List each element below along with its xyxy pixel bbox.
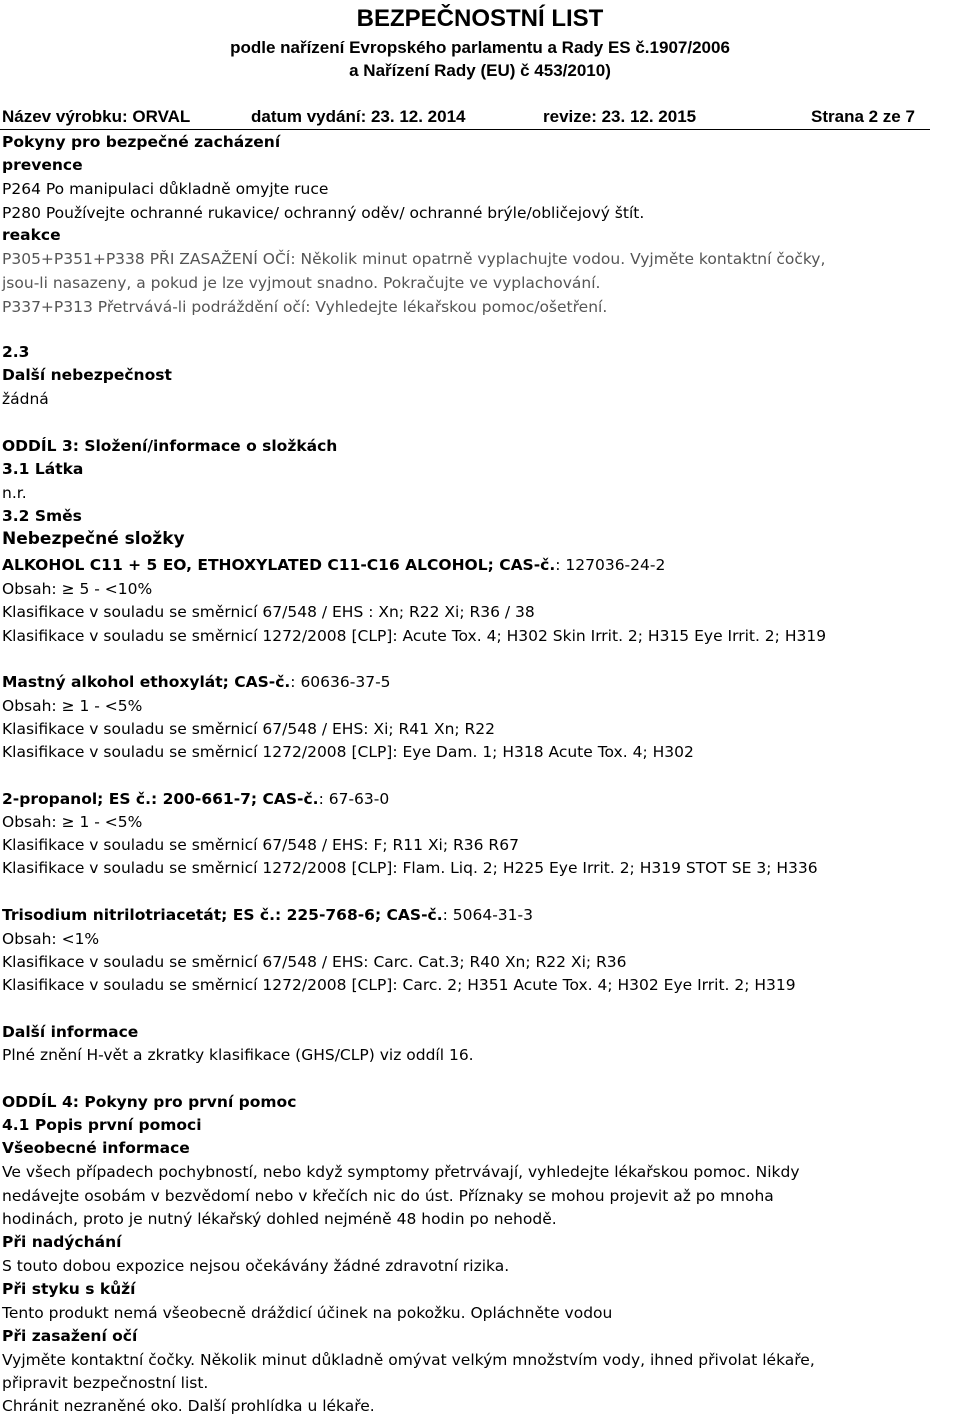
section-2-3-number: 2.3: [2, 343, 30, 361]
statement-p337: P337+P313 Přetrvává-li podráždění očí: Vyhledejte lékařskou pomoc/ošetření.: [2, 298, 608, 316]
section-3-1-title: 3.1 Látka: [2, 460, 84, 478]
prevention-label: prevence: [2, 156, 83, 174]
document-subtitle-amendment: a Nařízení Rady (EU) č 453/2010): [349, 61, 611, 80]
component-classification-eu: Klasifikace v souladu se směrnicí 67/548 / EHS: F; R11 Xi; R36 R67: [2, 836, 519, 854]
statement-p264: P264 Po manipulaci důkladně omyjte ruce: [2, 180, 329, 198]
document-subtitle-regulation: podle nařízení Evropského parlamentu a Rady ES č.1907/2006: [230, 38, 730, 57]
component-name: 2-propanol; ES č.: 200-661-7; CAS-č.: [2, 790, 319, 808]
eye-contact-heading: Při zasažení očí: [2, 1327, 138, 1345]
general-info-line3: hodinách, proto je nutný lékařský dohled nejméně 48 hodin po nehodě.: [2, 1210, 557, 1228]
general-info-heading: Všeobecné informace: [2, 1139, 190, 1157]
component-name: ALKOHOL C11 + 5 EO, ETHOXYLATED C11-C16 ALCOHOL; CAS-č.: [2, 556, 556, 574]
component-cas-number: : 5064-31-3: [442, 906, 533, 924]
component-content: Obsah: ≥ 1 - <5%: [2, 697, 143, 715]
header-info-row: [0, 105, 960, 129]
eye-contact-line3: Chránit nezraněné oko. Další prohlídka u lékaře.: [2, 1397, 375, 1415]
component-name-line: [2, 554, 665, 576]
revision-date: revize: 23. 12. 2015: [543, 107, 697, 126]
component-name-line: [2, 671, 391, 693]
more-info-text: Plné znění H-vět a zkratky klasifikace (GHS/CLP) viz oddíl 16.: [2, 1046, 474, 1064]
component-name-line: [2, 904, 533, 926]
general-info-line2: nedávejte osobám v bezvědomí nebo v křečích nic do úst. Příznaky se mohou projevit až po mnoha: [2, 1187, 774, 1205]
component-classification-eu: Klasifikace v souladu se směrnicí 67/548 / EHS: Carc. Cat.3; R40 Xn; R22 Xi; R36: [2, 953, 627, 971]
issue-date: datum vydání: 23. 12. 2014: [251, 107, 466, 126]
component-classification-clp: Klasifikace v souladu se směrnicí 1272/2008 [CLP]: Eye Dam. 1; H318 Acute Tox. 4; H302: [2, 743, 694, 761]
document-title: BEZPEČNOSTNÍ LIST: [356, 5, 604, 32]
section-2-3-title: Další nebezpečnost: [2, 366, 172, 384]
skin-contact-heading: Při styku s kůží: [2, 1280, 136, 1298]
section-4-1-title: 4.1 Popis první pomoci: [2, 1116, 202, 1134]
hazardous-components-heading: Nebezpečné složky: [2, 529, 185, 549]
header-underline: [0, 129, 930, 130]
component-classification-eu: Klasifikace v souladu se směrnicí 67/548 / EHS : Xn; R22 Xi; R36 / 38: [2, 603, 535, 621]
section-3-2-title: 3.2 Směs: [2, 507, 82, 525]
eye-contact-line2: připravit bezpečnostní list.: [2, 1374, 209, 1392]
section-3-1-value: n.r.: [2, 484, 27, 502]
reaction-label: reakce: [2, 226, 61, 244]
page-number: Strana 2 ze 7: [811, 107, 915, 126]
general-info-line1: Ve všech případech pochybností, nebo když symptomy přetrvávají, vyhledejte lékařskou pomoc. Nikdy: [2, 1163, 800, 1181]
component-cas-number: : 127036-24-2: [555, 556, 666, 574]
statement-p305-line1: P305+P351+P338 PŘI ZASAŽENÍ OČÍ: Několik minut opatrně vyplachujte vodou. Vyjměte kontaktní čočky,: [2, 250, 826, 268]
component-name-line: [2, 788, 389, 810]
component-name: Mastný alkohol ethoxylát; CAS-č.: [2, 673, 291, 691]
component-classification-eu: Klasifikace v souladu se směrnicí 67/548 / EHS: Xi; R41 Xn; R22: [2, 720, 496, 738]
inhalation-text: S touto dobou expozice nejsou očekávány žádné zdravotní rizika.: [2, 1257, 510, 1275]
component-classification-clp: Klasifikace v souladu se směrnicí 1272/2008 [CLP]: Carc. 2; H351 Acute Tox. 4; H302 Eye Irrit. 2; H319: [2, 976, 796, 994]
component-content: Obsah: ≥ 5 - <10%: [2, 580, 153, 598]
component-cas-number: : 67-63-0: [318, 790, 390, 808]
section-3-heading: ODDÍL 3: Složení/informace o složkách: [2, 437, 338, 455]
statement-p280: P280 Používejte ochranné rukavice/ ochranný oděv/ ochranné brýle/obličejový štít.: [2, 204, 645, 222]
handling-heading: Pokyny pro bezpečné zacházení: [2, 133, 281, 151]
component-content: Obsah: <1%: [2, 930, 100, 948]
component-classification-clp: Klasifikace v souladu se směrnicí 1272/2008 [CLP]: Flam. Liq. 2; H225 Eye Irrit. 2; H319 STOT SE 3; H336: [2, 859, 818, 877]
component-cas-number: : 60636-37-5: [290, 673, 391, 691]
eye-contact-line1: Vyjměte kontaktní čočky. Několik minut důkladně omývat velkým množstvím vody, ihned přivolat lékaře,: [2, 1351, 815, 1369]
skin-contact-text: Tento produkt nemá všeobecně dráždicí účinek na pokožku. Opláchněte vodou: [2, 1304, 613, 1322]
more-info-heading: Další informace: [2, 1023, 139, 1041]
section-4-heading: ODDÍL 4: Pokyny pro první pomoc: [2, 1093, 297, 1111]
component-classification-clp: Klasifikace v souladu se směrnicí 1272/2008 [CLP]: Acute Tox. 4; H302 Skin Irrit. 2; H315 Eye Irrit. 2; H319: [2, 627, 827, 645]
inhalation-heading: Při nadýchání: [2, 1233, 122, 1251]
component-name: Trisodium nitrilotriacetát; ES č.: 225-768-6; CAS-č.: [2, 906, 443, 924]
section-2-3-value: žádná: [2, 390, 49, 408]
statement-p305-line2: jsou-li nasazeny, a pokud je lze vyjmout snadno. Pokračujte ve vyplachování.: [2, 274, 601, 292]
product-name: Název výrobku: ORVAL: [2, 107, 191, 126]
component-content: Obsah: ≥ 1 - <5%: [2, 813, 143, 831]
